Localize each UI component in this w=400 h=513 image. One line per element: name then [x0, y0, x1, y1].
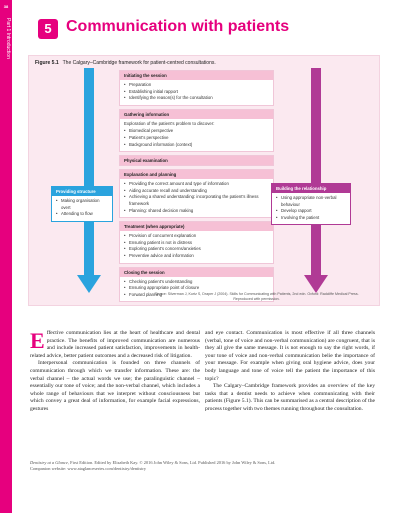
- stage-bullet: • Patient's perspective: [124, 135, 269, 142]
- chapter-number-badge: 5: [38, 19, 58, 39]
- stage-treatment: [119, 221, 274, 263]
- stage-body: [120, 179, 273, 217]
- stage-examination: [119, 155, 274, 166]
- stage-bullet: • Identifying the reason(s) for the consultation: [124, 95, 269, 102]
- body-column-left: [30, 330, 200, 414]
- footer-book-title: Dentistry at a Glance: [30, 460, 68, 465]
- structure-arrow-shaft: [84, 68, 94, 276]
- structure-body: [52, 196, 112, 221]
- relationship-body: [272, 193, 350, 224]
- body-column-right: [205, 330, 375, 414]
- drop-cap: E: [30, 328, 45, 353]
- figure-source: Source: Silverman J, Kurtz S, Draper J (2004). Skills for Communicating with Patients, 2nd edn. Oxford: Radcliffe Medical Press. Reproduced with permission.: [154, 292, 359, 301]
- stage-body: [120, 231, 273, 262]
- figure-label: Figure 5.1: [35, 60, 59, 66]
- structure-arrow-head: [77, 275, 101, 293]
- figure-caption-text: The Calgary–Cambridge framework for patient-centred consultations.: [62, 60, 216, 66]
- paragraph-text: ffective communication lies at the heart of healthcare and dental practice. The benefits of improved communication are numerous and include increased patient satisfaction, improvements in health-related advice, better patient outcomes and a decreased risk of litigation.: [30, 330, 200, 359]
- stage-bullet: • Planning: shared decision making: [124, 208, 269, 215]
- stage-title: Initiating the session: [120, 71, 273, 80]
- stage-initiating: [119, 70, 274, 106]
- relationship-arrow-shaft: [311, 68, 321, 276]
- structure-bullet: • Attending to flow: [56, 211, 108, 218]
- footer-website: Companion website: www.ataglanceseries.com/dentistry/dentistry: [30, 466, 147, 471]
- body-paragraph: and eye contact. Communication is most effective if all three channels (verbal, tone of voice and non-verbal communication) are congruent, that is they all give the same message. It is not enough to say the right words, if your tone of voice and non-verbal communication belie the importance of your message. For example when giving oral hygiene advice, does your body language and tone of voice tell the patient the importance of this topic?: [205, 330, 375, 382]
- relationship-arrow-head: [304, 275, 328, 293]
- figure-caption: [35, 60, 216, 66]
- stage-title: Gathering information: [120, 110, 273, 119]
- page-footer: [30, 460, 375, 472]
- stage-bullet: • Forward planning: [124, 292, 269, 299]
- stage-bullet: • Exploring patient's concerns/anxieties: [124, 246, 269, 253]
- body-paragraph: The Calgary–Cambridge framework provides an overview of the key tasks that a dentist needs to achieve when communicating with their patients (Figure 5.1). This can be summarised as a central description of the process together with two themes running throughout the consultation.: [205, 383, 375, 412]
- building-relationship-box: [271, 183, 351, 225]
- stage-body: [120, 80, 273, 105]
- stage-title: Physical examination: [120, 156, 273, 165]
- body-paragraph: [30, 330, 200, 360]
- stage-body: [120, 119, 273, 151]
- consultation-flow: [119, 70, 274, 305]
- relationship-title: Building the relationship: [272, 184, 350, 193]
- stage-bullet: • Providing the correct amount and type of information: [124, 181, 269, 188]
- stage-bullet: • Ensuring patient is not in distress: [124, 240, 269, 247]
- figure-5-1: [28, 55, 380, 306]
- stage-bullet: • Ensuring appropriate point of closure: [124, 285, 269, 292]
- body-paragraph: Interpersonal communication is founded on three channels of communication through which we transfer information. These are: the verbal channel – the actual words we use; the paralinguistic channel – essentially our tone of voice; and the non-verbal channel, which includes a whole range of behaviours that we interpret without consciousness but which convey a great deal of information, for example facial expressions, gestures: [30, 360, 200, 412]
- relationship-bullet: • Using appropriate non-verbal behaviour: [276, 195, 346, 208]
- part-label: Part 1 Introduction: [5, 18, 11, 59]
- stage-lead: Exploration of the patient's problem to discover:: [124, 120, 215, 126]
- stage-bullet: • Provision of concurrent explanation: [124, 233, 269, 240]
- stage-bullet: • Aiding accurate recall and understanding: [124, 188, 269, 195]
- structure-bullet: • Making organisation overt: [56, 198, 108, 211]
- stage-bullet: • Establishing initial rapport: [124, 89, 269, 96]
- structure-title: Providing structure: [52, 187, 112, 196]
- stage-bullet: • Checking patient's understanding: [124, 279, 269, 286]
- stage-title: Explanation and planning: [120, 170, 273, 179]
- stage-bullet: • Preparation: [124, 82, 269, 89]
- stage-bullet: • Achieving a shared understanding: incorporating the patient's illness framework: [124, 194, 269, 207]
- stage-bullet: • Background information (context): [124, 142, 269, 149]
- relationship-bullet: • Involving the patient: [276, 215, 346, 222]
- stage-gathering: [119, 109, 274, 152]
- stage-explanation: [119, 169, 274, 218]
- chapter-title: Communication with patients: [66, 18, 290, 35]
- stage-title: Closing the session: [120, 268, 273, 277]
- stage-bullet: • Preventive advice and information: [124, 253, 269, 260]
- stage-bullet: • Biomedical perspective: [124, 128, 269, 135]
- relationship-bullet: • Develop rapport: [276, 208, 346, 215]
- providing-structure-box: [51, 186, 113, 222]
- stage-title: Treatment (when appropriate): [120, 222, 273, 231]
- page-number: 38: [3, 4, 9, 9]
- footer-citation-text: , First Edition. Edited by Elizabeth Kay. © 2016 John Wiley & Sons, Ltd. Published 2016 by John Wiley & Sons, Ltd.: [67, 460, 276, 465]
